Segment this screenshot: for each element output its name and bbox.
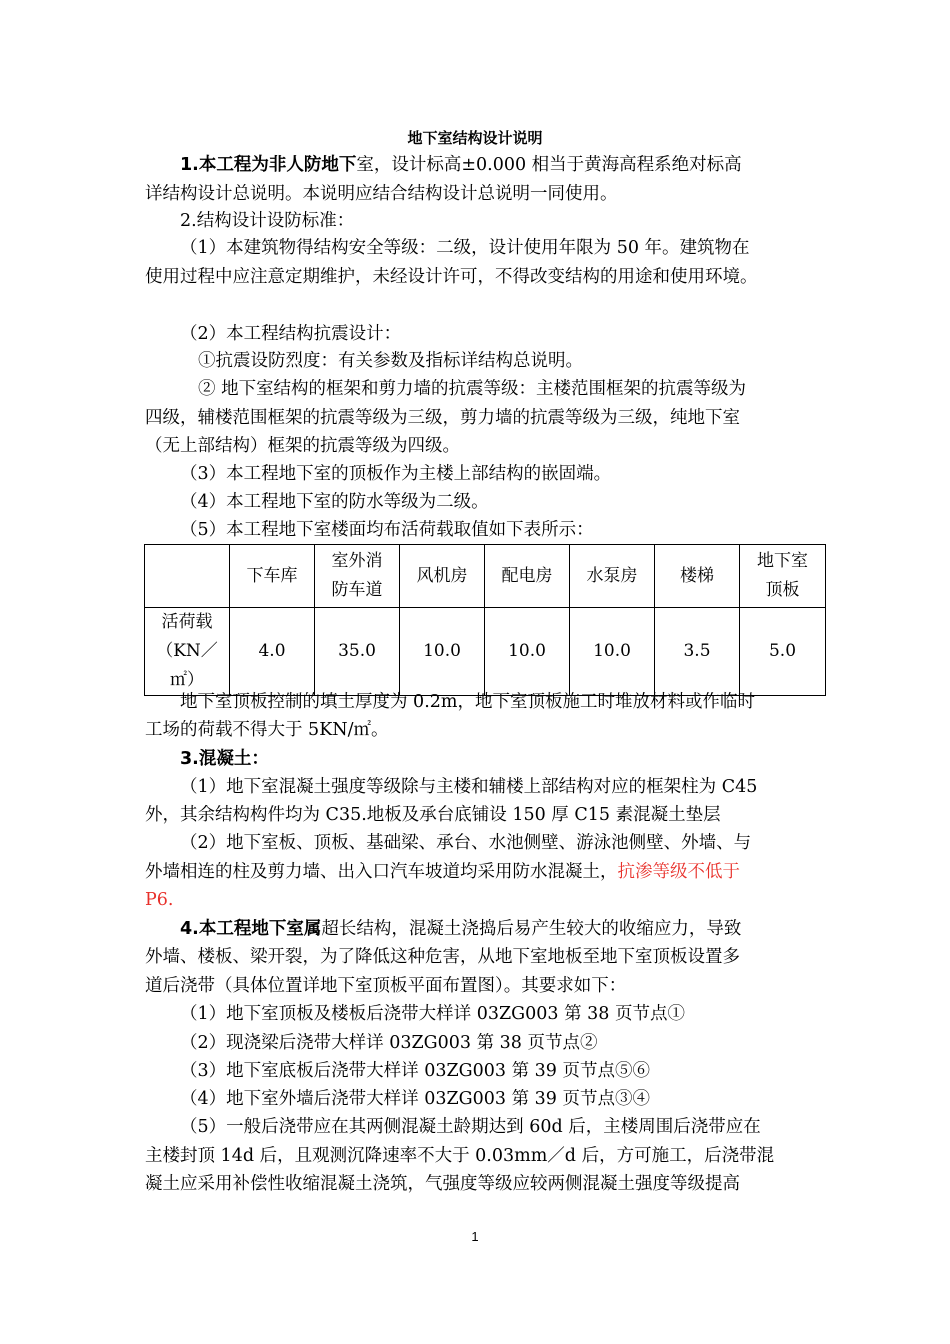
section-4-item-5-line-2: 主楼封顶 14d 后，且观测沉降速率不大于 0.03mm／d 后，方可施工，后浇带混: [145, 1146, 775, 1166]
section-2-item-2-b-line-2: 四级，辅楼范围框架的抗震等级为三级，剪力墙的抗震等级为三级，纯地下室: [145, 408, 740, 428]
section-4-item-1: （1）地下室顶板及楼板后浇带大样详 03ZG003 第 38 页节点①: [180, 1004, 685, 1024]
paragraph-1-line-1: [180, 153, 860, 177]
paragraph-1-line-2: 详结构设计总说明。本说明应结合结构设计总说明一同使用。: [145, 184, 618, 204]
section-2-item-4: （4）本工程地下室的防水等级为二级。: [180, 492, 489, 512]
section-4-item-5-line-3: 凝土应采用补偿性收缩混凝土浇筑，气强度等级应较两侧混凝土强度等级提高: [145, 1174, 740, 1194]
live-load-table: [144, 544, 826, 696]
table-cell: 10.0: [485, 608, 570, 696]
paragraph-1-bold: 1.本工程为非人防地下: [180, 155, 357, 175]
table-header-cell: 配电房: [485, 545, 570, 608]
section-3-item-2-line-2: [145, 860, 825, 884]
section-2-item-2-b-line-3: （无上部结构）框架的抗震等级为四级。: [145, 436, 460, 456]
section-4-line-3: 道后浇带（具体位置详地下室顶板平面布置图）。其要求如下：: [145, 976, 627, 996]
section-2-item-5: （5）本工程地下室楼面均布活荷载取值如下表所示：: [180, 520, 594, 540]
paragraph-fill-line-1: 地下室顶板控制的填土厚度为 0.2m，地下室顶板施工时堆放材料或作临时: [180, 692, 755, 712]
section-4-item-3: （3）地下室底板后浇带大样详 03ZG003 第 39 页节点⑤⑥: [180, 1061, 650, 1081]
table-header-cell: 楼梯: [655, 545, 740, 608]
section-4-line-2: 外墙、楼板、梁开裂，为了降低这种危害，从地下室地板至地下室顶板设置多: [145, 947, 740, 967]
impermeability-grade: P6.: [145, 890, 174, 910]
section-2-item-3: （3）本工程地下室的顶板作为主楼上部结构的嵌固端。: [180, 464, 612, 484]
table-row-label: 活荷载 （KN／ ㎡）: [145, 608, 230, 696]
table-cell: 10.0: [400, 608, 485, 696]
section-4-line-1: [180, 917, 860, 941]
table-corner-cell: [145, 545, 230, 608]
section-3-item-2-line-1: （2）地下室板、顶板、基础梁、承台、水池侧壁、游泳池侧壁、外墙、与: [180, 833, 752, 853]
section-4-bold: 4.本工程地下室属: [180, 919, 322, 939]
section-3-item-1-line-1: （1）地下室混凝土强度等级除与主楼和辅楼上部结构对应的框架柱为 C45: [180, 777, 758, 797]
table-row: [145, 608, 826, 696]
section-3-item-1-line-2: 外，其余结构构件均为 C35.地板及承台底铺设 150 厚 C15 素混凝土垫层: [145, 805, 721, 825]
table-header-cell: 水泵房: [570, 545, 655, 608]
section-3-item-2-text: 外墙相连的柱及剪力墙、出入口汽车坡道均采用防水混凝土，: [145, 862, 618, 882]
table-cell: 4.0: [230, 608, 315, 696]
section-2-heading: 2.结构设计设防标准：: [180, 211, 355, 231]
impermeability-requirement: 抗渗等级不低于: [617, 862, 740, 882]
paragraph-1-text: 室，设计标高±0.000 相当于黄海高程系绝对标高: [356, 155, 742, 175]
paragraph-fill-line-2: 工场的荷载不得大于 5KN/㎡。: [145, 720, 389, 740]
table-header-row: [145, 545, 826, 608]
section-2-item-1-line-1: （1）本建筑物得结构安全等级：二级，设计使用年限为 50 年。建筑物在: [180, 238, 750, 258]
document-title: 地下室结构设计说明: [407, 129, 543, 147]
table-header-cell: 风机房: [400, 545, 485, 608]
section-2-item-2: （2）本工程结构抗震设计：: [180, 324, 402, 344]
table-cell: 3.5: [655, 608, 740, 696]
section-4-item-2: （2）现浇梁后浇带大样详 03ZG003 第 38 页节点②: [180, 1033, 598, 1053]
table-cell: 35.0: [315, 608, 400, 696]
section-4-item-5-line-1: （5）一般后浇带应在其两侧混凝土龄期达到 60d 后，主楼周围后浇带应在: [180, 1117, 761, 1137]
section-2-item-2-a: ①抗震设防烈度：有关参数及指标详结构总说明。: [198, 351, 583, 371]
table-header-cell: 地下室 顶板: [740, 545, 826, 608]
table-header-cell: 室外消 防车道: [315, 545, 400, 608]
table-cell: 5.0: [740, 608, 826, 696]
section-4-text: 超长结构，混凝土浇捣后易产生较大的收缩应力，导致: [321, 919, 742, 939]
table-header-cell: 下车库: [230, 545, 315, 608]
page-number: 1: [471, 1229, 479, 1244]
table-cell: 10.0: [570, 608, 655, 696]
section-2-item-2-b-line-1: ② 地下室结构的框架和剪力墙的抗震等级：主楼范围框架的抗震等级为: [198, 379, 747, 399]
section-4-item-4: （4）地下室外墙后浇带大样详 03ZG003 第 39 页节点③④: [180, 1089, 650, 1109]
section-2-item-1-line-2: 使用过程中应注意定期维护，未经设计许可，不得改变结构的用途和使用环境。: [145, 267, 758, 287]
section-3-heading: 3.混凝土：: [180, 749, 269, 769]
